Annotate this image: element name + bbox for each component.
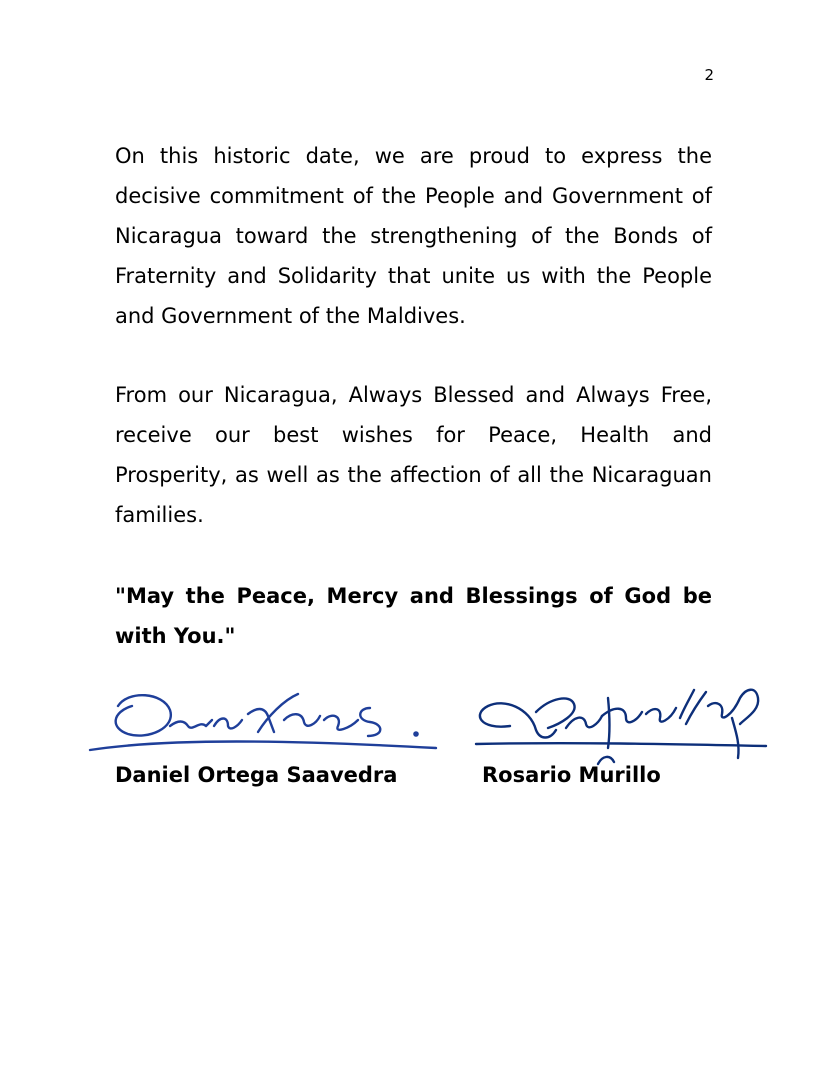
page-number: 2 (704, 66, 714, 84)
signature-rosario-murillo (470, 668, 770, 768)
signatory-name-1: Daniel Ortega Saavedra (115, 763, 398, 787)
signatory-name-2: Rosario Murillo (482, 763, 661, 787)
signature-daniel-ortega (88, 676, 440, 760)
paragraph-2: From our Nicaragua, Always Blessed and Always Free, receive our best wishes for Peace, Health and Prosperity, as well as the affection of all the Nicaraguan families. (115, 383, 712, 527)
paragraph-1: On this historic date, we are proud to express the decisive commitment of the People and Government of Nicaragua toward the strengthening of the Bonds of Fraternity and Solidarity that unite us with the People and Government of the Maldives. (115, 144, 712, 328)
closing-blessing: "May the Peace, Mercy and Blessings of God be with You." (115, 584, 712, 648)
